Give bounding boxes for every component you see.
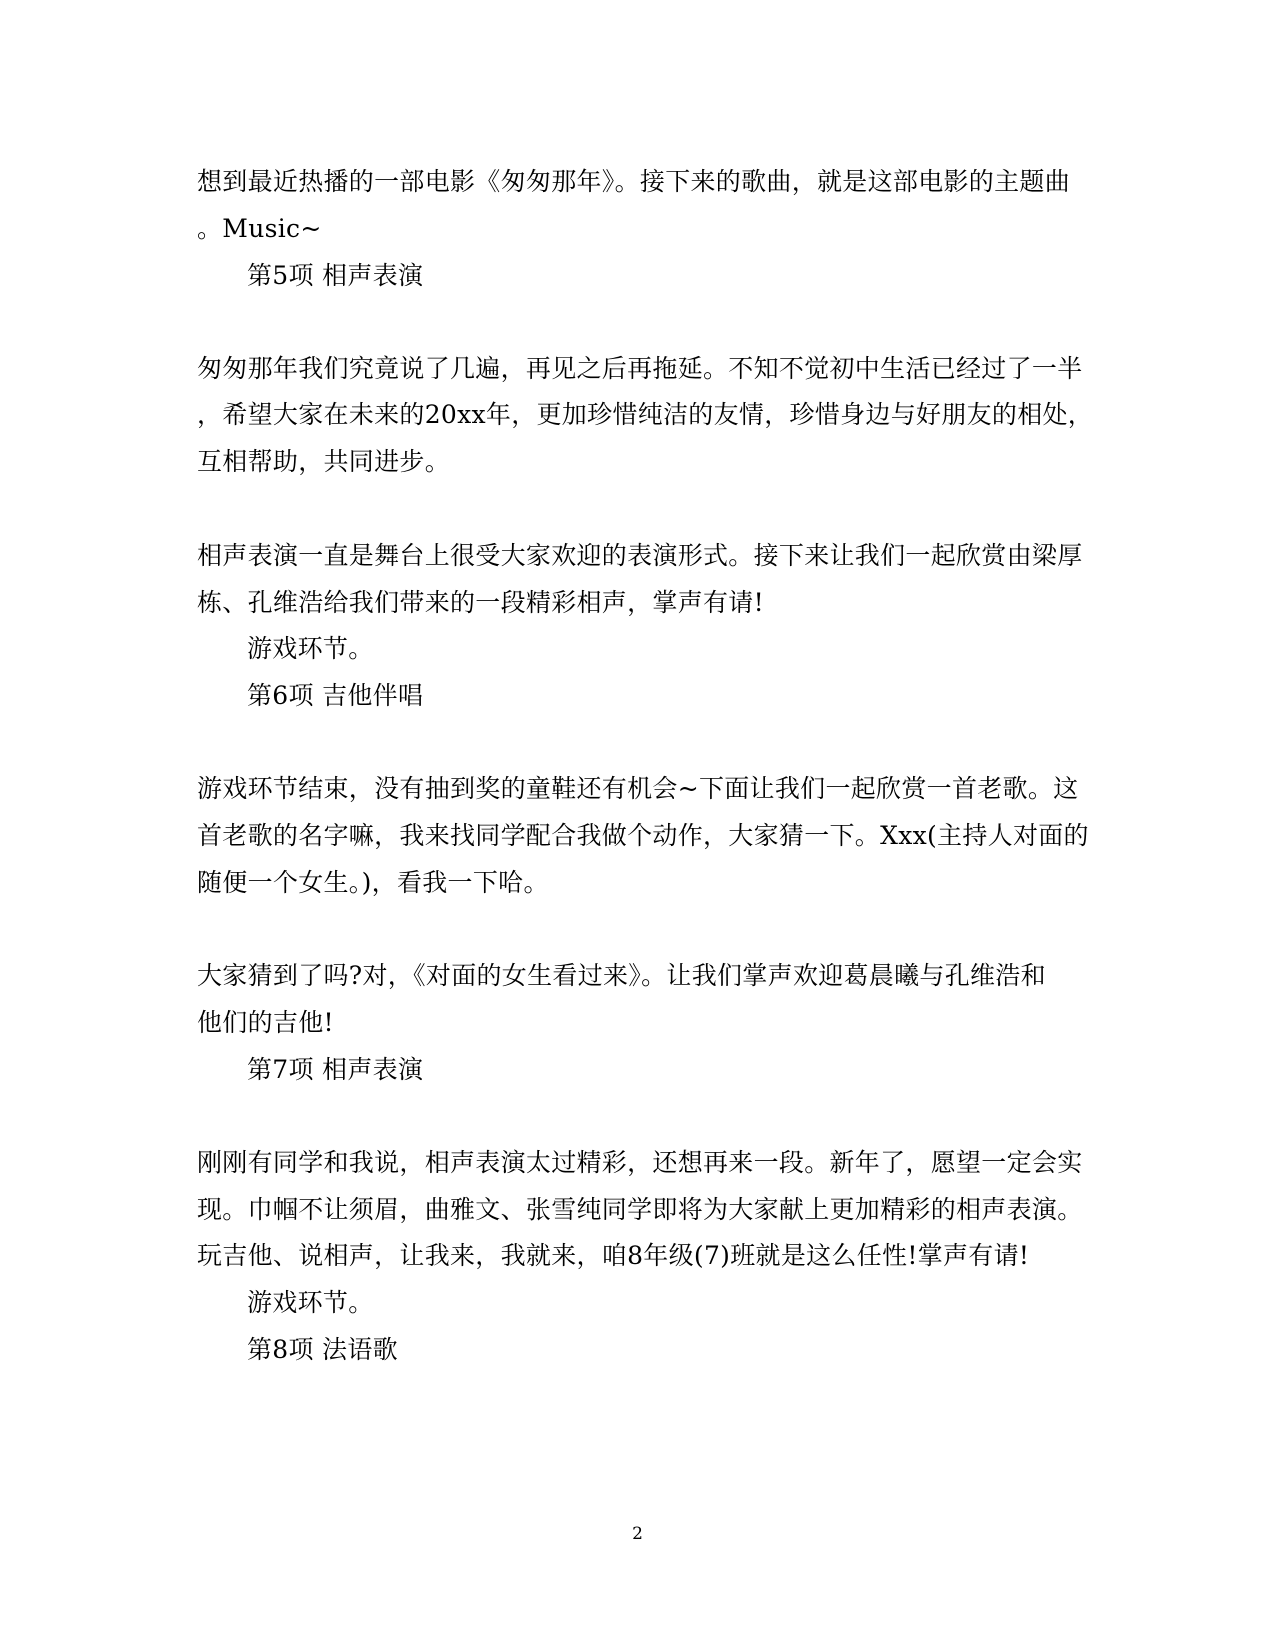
section-heading: 第5项 相声表演 [247,261,424,290]
text-line: 现。巾帼不让须眉，曲雅文、张雪纯同学即将为大家献上更加精彩的相声表演。 [197,1195,1083,1224]
text-line: 随便一个女生。)，看我一下哈。 [197,868,549,897]
text-line: 匆匆那年我们究竟说了几遍，再见之后再拖延。不知不觉初中生活已经过了一半 [197,354,1083,383]
section-note: 游戏环节。 [247,634,374,663]
text-line: ，希望大家在未来的20xx年，更加珍惜纯洁的友情，珍惜身边与好朋友的相处， [197,400,1094,429]
text-line: 。Music~ [197,214,322,243]
section-heading: 第8项 法语歌 [247,1335,398,1364]
text-line: 刚刚有同学和我说，相声表演太过精彩，还想再来一段。新年了，愿望一定会实 [197,1148,1083,1177]
text-line: 大家猜到了吗?对，《对面的女生看过来》。让我们掌声欢迎葛晨曦与孔维浩和 [197,961,1046,990]
text-line: 想到最近热播的一部电影《匆匆那年》。接下来的歌曲，就是这部电影的主题曲 [197,167,1071,196]
section-note: 游戏环节。 [247,1288,374,1317]
text-line: 首老歌的名字嘛，我来找同学配合我做个动作，大家猜一下。Xxx(主持人对面的 [197,821,1089,850]
text-line: 栋、孔维浩给我们带来的一段精彩相声，掌声有请! [197,588,764,617]
section-heading: 第6项 吉他伴唱 [247,681,424,710]
text-line: 玩吉他、说相声，让我来，我就来，咱8年级(7)班就是这么任性!掌声有请! [197,1241,1030,1270]
section-heading: 第7项 相声表演 [247,1055,424,1084]
page-number: 2 [632,1524,643,1544]
text-line: 互相帮助，共同进步。 [197,447,451,476]
text-line: 游戏环节结束，没有抽到奖的童鞋还有机会~下面让我们一起欣赏一首老歌。这 [197,774,1079,803]
text-line: 相声表演一直是舞台上很受大家欢迎的表演形式。接下来让我们一起欣赏由梁厚 [197,541,1083,570]
text-line: 他们的吉他! [197,1008,334,1037]
